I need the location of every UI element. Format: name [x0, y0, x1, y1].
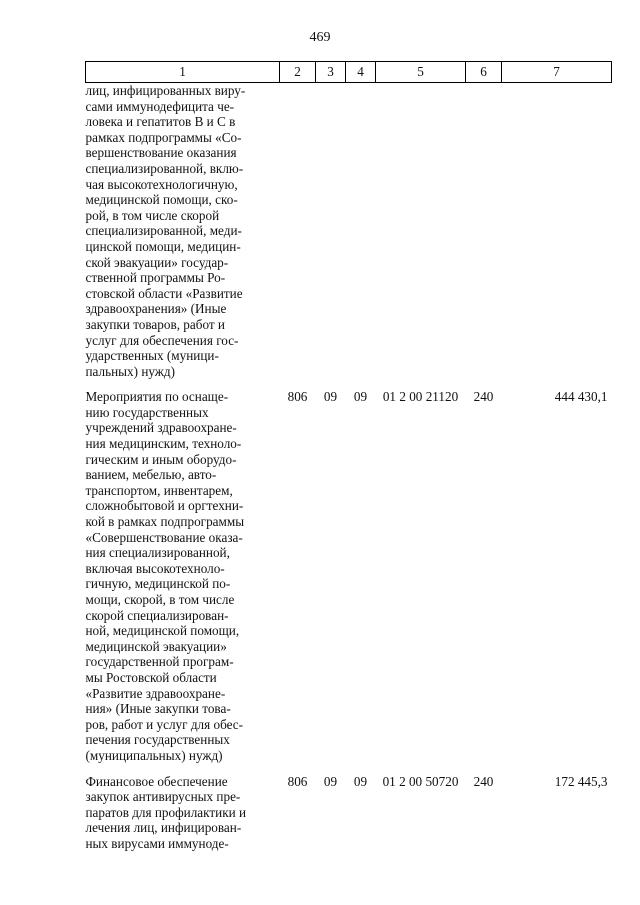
description-text: Финансовое обеспечение закупок антивирусных пре- паратов для профилактики и лечения лиц, инфицирован- ных вирусами иммуноде-	[85, 773, 247, 851]
description-text: Мероприятия по оснаще- нию государственных учреждений здравоохране- ния медицинским, техноло- гическим и иным оборудо- ванием, мебелью, авто- транспортом, инвентарем, сложнобытовой и оргтехни- кой в рамках подпрограммы «Совершенствование оказа- ния специализированной, включая высокотехноло- гичную, медицинской по- мощи, скорой, в том числе скорой специализирован- ной, медицинской помощи, медицинской эвакуации» государственной програм- мы Ростовской области «Развитие здравоохране- ния» (Иные закупки това- ров, работ и услуг для обес- печения государственных (муниципальных) нужд)	[85, 389, 245, 763]
table-row	[86, 764, 612, 852]
header-col-1: 1	[86, 62, 280, 83]
expense-type-code	[466, 83, 502, 380]
section-code: 09	[323, 389, 338, 405]
header-col-3: 3	[316, 62, 346, 83]
ministry-code: 806	[287, 773, 308, 789]
target-code: 01 2 00 21120	[382, 389, 459, 405]
section-code	[316, 83, 346, 380]
amount	[502, 83, 612, 380]
header-row	[86, 62, 612, 83]
target-code	[376, 83, 466, 380]
table-row	[86, 83, 612, 380]
header-col-5: 5	[376, 62, 466, 83]
budget-table	[85, 61, 612, 852]
header-col-2: 2	[280, 62, 316, 83]
header-col-4: 4	[346, 62, 376, 83]
subsection-code	[346, 83, 376, 380]
row-description	[86, 379, 280, 763]
row-description	[86, 764, 280, 852]
page-number: 469	[309, 30, 331, 45]
subsection-code: 09	[353, 389, 368, 405]
expense-type-code: 240	[473, 389, 494, 405]
table-row	[86, 379, 612, 763]
ministry-code: 806	[287, 389, 308, 405]
header-col-7: 7	[502, 62, 612, 83]
target-code: 01 2 00 50720	[382, 773, 459, 789]
row-description	[86, 83, 280, 380]
description-text: лиц, инфицированных виру- сами иммунодефицита че- ловека и гепатитов В и С в рамках подпрограммы «Со- вершенствование оказания специализированной, вклю- чая высокотехнологичную, медицинской помощи, ско- рой, в том числе скорой специализированной, меди- цинской помощи, медицин- ской эвакуации» государ- ственной программы Ро- стовской области «Развитие здравоохранения» (Иные закупки товаров, работ и услуг для обеспечения гос- ударственных (муници- пальных) нужд)	[85, 83, 246, 379]
ministry-code	[280, 83, 316, 380]
section-code: 09	[323, 773, 338, 789]
subsection-code: 09	[353, 773, 368, 789]
header-col-6: 6	[466, 62, 502, 83]
expense-type-code: 240	[473, 773, 494, 789]
amount: 172 445,3	[554, 773, 608, 789]
amount: 444 430,1	[554, 389, 608, 405]
